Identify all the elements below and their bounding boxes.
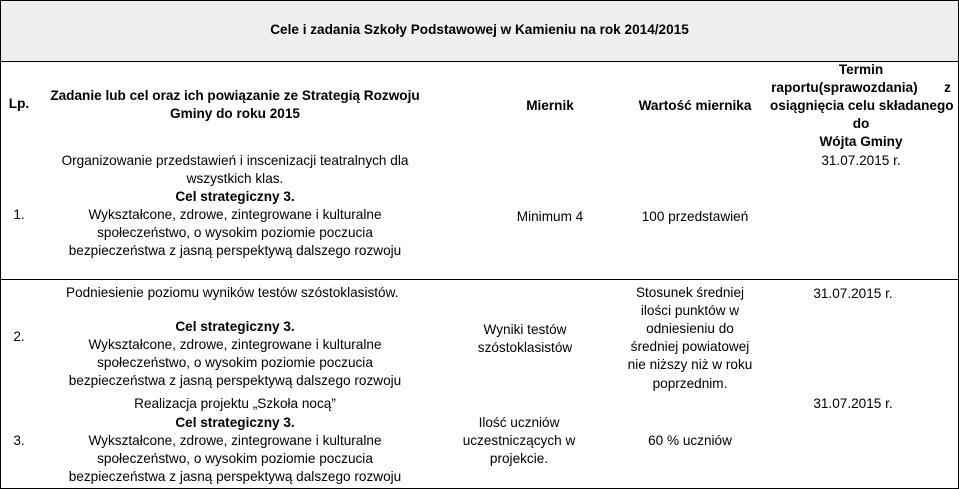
task-line: wszystkich klas. (186, 171, 284, 186)
deadline: 31.07.2015 r. (813, 396, 893, 411)
task-line: Podniesienie poziomu wyników testów szóstoklasistów. (66, 285, 399, 300)
header-task-line: Gminy do roku 2015 (170, 106, 300, 121)
value-line: nie niższy niż w roku (627, 357, 753, 372)
goal-line: bezpieczeństwa z jasną perspektywą dalszego rozwoju (68, 469, 402, 484)
header-deadline-line: osiągnięcia celu składanego (770, 98, 954, 113)
task-line: Realizacja projektu „Szkoła nocą” (134, 396, 336, 411)
header-indicator: Miernik (526, 98, 574, 113)
goal-line: bezpieczeństwa z jasną perspektywą dalszego rozwoju (68, 373, 402, 388)
goal-label: Cel strategiczny 3. (175, 319, 295, 334)
header-task-line: Zadanie lub cel oraz ich powiązanie ze Strategią Rozwoju (50, 88, 420, 103)
table-border-left (0, 0, 1, 489)
goal-line: społeczeństwo, o wysokim poziomie poczucia (97, 225, 373, 240)
header-deadline-line: Termin (838, 62, 884, 77)
indicator-line: uczestniczących w (462, 433, 576, 448)
goal-line: społeczeństwo, o wysokim poziomie poczucia (97, 451, 373, 466)
header-deadline-line: do (852, 116, 870, 131)
goal-label: Cel strategiczny 3. (175, 415, 295, 430)
task-line: Organizowanie przedstawień i inscenizacji teatralnych dla (61, 153, 409, 168)
header-lp: Lp. (8, 96, 30, 111)
deadline: 31.07.2015 r. (813, 286, 893, 301)
row-divider (0, 279, 959, 280)
goal-line: Wykształcone, zdrowe, zintegrowane i kulturalne (88, 207, 382, 222)
indicator-line: Minimum 4 (516, 209, 584, 224)
goal-label: Cel strategiczny 3. (175, 189, 295, 204)
value-line: odniesieniu do (646, 321, 734, 336)
indicator-line: szóstoklasistów (477, 340, 573, 355)
header-deadline-line: Wójta Gminy (819, 134, 903, 149)
row-number: 1. (13, 207, 25, 222)
row-number: 2. (13, 329, 25, 344)
value-line: 100 przedstawień (641, 209, 749, 224)
goal-line: społeczeństwo, o wysokim poziomie poczucia (97, 355, 373, 370)
goal-line: Wykształcone, zdrowe, zintegrowane i kulturalne (88, 337, 382, 352)
goal-line: bezpieczeństwa z jasną perspektywą dalszego rozwoju (68, 243, 402, 258)
value-line: Stosunek średniej (635, 285, 745, 300)
table-border-top (0, 0, 959, 1)
value-line: poprzednim. (652, 376, 728, 391)
indicator-line: projekcie. (489, 451, 549, 466)
table-caption: Cele i zadania Szkoły Podstawowej w Kamieniu na rok 2014/2015 (270, 22, 689, 37)
header-value: Wartość miernika (638, 98, 752, 113)
indicator-line: Wyniki testów (483, 322, 567, 337)
value-line: średniej powiatowej (630, 339, 750, 354)
indicator-line: Ilość uczniów (478, 415, 560, 430)
goal-line: Wykształcone, zdrowe, zintegrowane i kulturalne (88, 433, 382, 448)
header-deadline-line: raportu(sprawozdania) z (771, 80, 951, 95)
value-line: 60 % uczniów (648, 433, 732, 448)
deadline: 31.07.2015 r. (821, 153, 901, 168)
row-number: 3. (13, 433, 25, 448)
value-line: ilości punktów w (640, 303, 740, 318)
